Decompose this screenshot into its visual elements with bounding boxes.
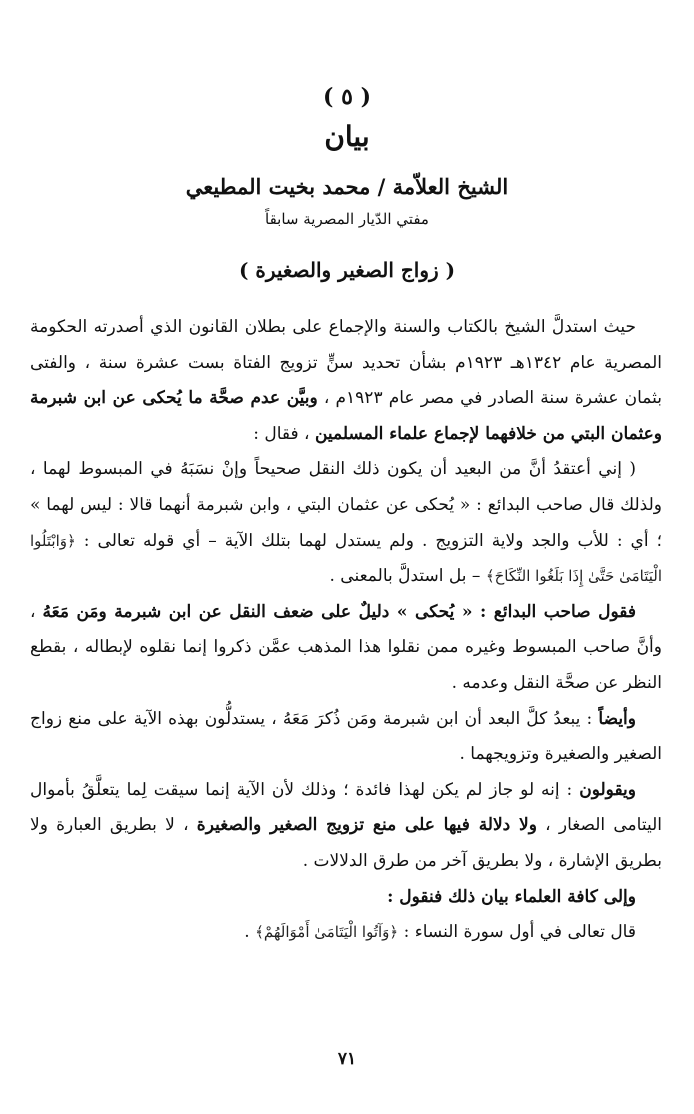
paragraph-7-tail: . (244, 922, 256, 943)
paragraph-1-text: حيث استدلَّ الشيخ بالكتاب والسنة والإجماع على بطلان القانون الذي أصدرته الحكومة المصرية عام ١٣٤٢هـ ١٩٢٣م بشأن تحديد سنٍّ تزويج الفتاة بست عشرة سنة ، والفتى بثمان عشرة سنة الصادر في مصر عام ١٩٢٣م ، (30, 317, 662, 409)
paragraph-7 (30, 915, 662, 951)
paragraph-1 (30, 310, 662, 452)
paragraph-1-emphasis: وبيَّن عدم صحَّة ما يُحكى عن ابن شبرمة وعثمان البتي من خلافهما لإجماع علماء المسلمين (30, 388, 662, 444)
page-number: ٧١ (337, 1049, 357, 1069)
paragraph-4 (30, 702, 662, 773)
paragraph-3 (30, 595, 662, 702)
topic-heading: ( زواج الصغير والصغيرة ) (238, 258, 456, 282)
section-number: ( ٥ ) (323, 84, 371, 110)
paragraph-5-tail: ، لا بطريق العبارة ولا بطريق الإشارة ، ولا بطريق آخر من طرق الدلالات . (30, 815, 662, 871)
page-title: بيان (324, 120, 370, 153)
paragraph-4-text: : يبعدُ كلَّ البعد أن ابن شبرمة ومَن ذُكرَ مَعَهُ ، يستدلُّون بهذه الآية على منع زواج الصغير والصغيرة وتزويجهما . (30, 708, 662, 765)
paragraph-2 (30, 452, 662, 594)
paragraph-1-tail: ، فقال : (253, 423, 315, 444)
paragraph-5-text: : إنه لو جاز لم يكن لهذا فائدة ؛ وذلك لأن الآية إنما سيقت لِما يتعلَّقُ بأموال اليتامى الصغار ، (30, 779, 662, 836)
author-name: الشيخ العلاّمة / محمد بخيت المطيعي (185, 174, 509, 199)
paragraph-7-text: قال تعالى في أول سورة النساء : (398, 922, 636, 943)
paragraph-2-text: ( إني أعتقدُ أنَّ من البعيد أن يكون ذلك النقل صحيحاً وإنْ نسَبَهُ في المبسوط لهما ، ولذلك قال صاحب البدائع : « يُحكى عن عثمان البتي ، وابن شبرمة أنهما قالا : ليس لهما » ؛ أي : للأب والجد ولاية التزويج . ولم يستدل لهما بتلك الآية – أي قوله تعالى : (30, 459, 662, 551)
paragraph-2-tail: – بل استدلَّ بالمعنى . (329, 566, 486, 587)
paragraph-5 (30, 773, 662, 880)
paragraph-5-emphasis: ولا دلالة فيها على منع تزويج الصغير والصغيرة (196, 815, 537, 836)
author-subtitle: مفتي الدّيار المصرية سابقاً (265, 210, 429, 228)
paragraph-3-text: ، وأنَّ صاحب المبسوط وغيره ممن نقلوا هذا المذهب عمَّن ذكروا إنما نقلوه لإبطاله ، بقطع النظر عن صحَّة النقل وعدمه . (30, 601, 662, 693)
paragraph-4-lead: وأيضاً (598, 708, 636, 729)
paragraph-5-lead: ويقولون (579, 779, 636, 800)
body-text (30, 310, 662, 951)
quran-verse-1: ﴿وَابْتَلُوا الْيَتَامَىٰ حَتَّىٰ إِذَا بَلَغُوا النِّكَاحَ﴾ (30, 531, 662, 586)
paragraph-6: وإلى كافة العلماء بيان ذلك فنقول : (387, 886, 636, 907)
quran-verse-2: ﴿وَآتُوا الْيَتَامَىٰ أَمْوَالَهُمْ﴾ (255, 923, 399, 942)
paragraph-3-lead: فقول صاحب البدائع : « يُحكى » دليلٌ على ضعف النقل عن ابن شبرمة ومَن مَعَهُ (42, 601, 636, 622)
